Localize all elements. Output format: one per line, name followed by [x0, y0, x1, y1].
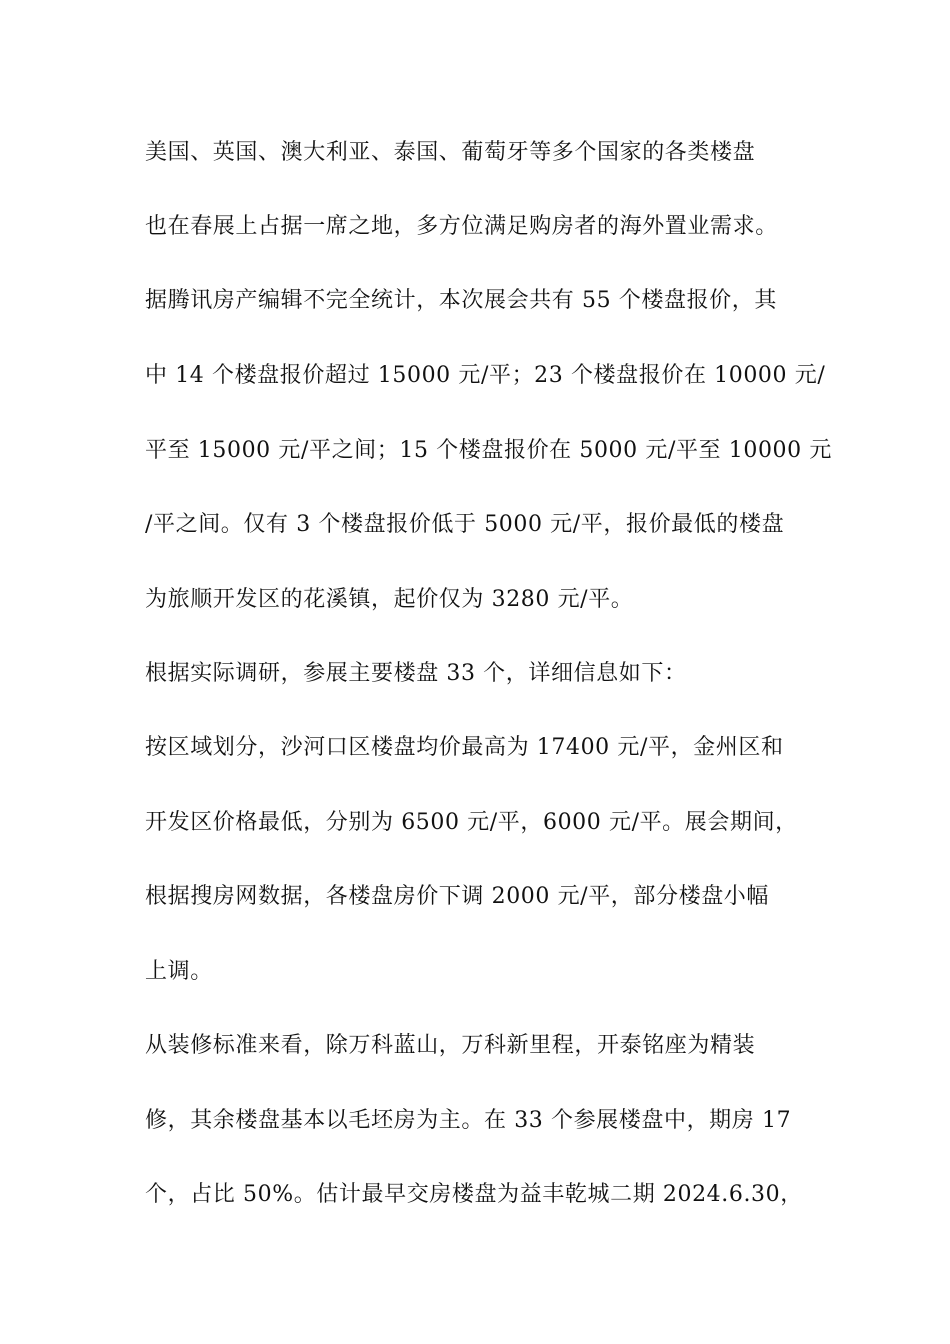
text-line: 据腾讯房产编辑不完全统计，本次展会共有 55 个楼盘报价，其	[145, 288, 777, 313]
text-line: 个，占比 50%。估计最早交房楼盘为益丰乾城二期 2024.6.30，	[145, 1182, 803, 1207]
text-line: 上调。	[145, 959, 213, 984]
text-line: 根据搜房网数据，各楼盘房价下调 2000 元/平，部分楼盘小幅	[145, 884, 769, 909]
text-line: 也在春展上占据一席之地，多方位满足购房者的海外置业需求。	[145, 214, 778, 239]
text-line: 根据实际调研，参展主要楼盘 33 个，详细信息如下：	[145, 661, 687, 686]
text-line: 从装修标准来看，除万科蓝山，万科新里程，开泰铭座为精装	[145, 1033, 756, 1058]
text-line: 按区域划分，沙河口区楼盘均价最高为 17400 元/平，金州区和	[145, 735, 784, 760]
text-line: 平至 15000 元/平之间；15 个楼盘报价在 5000 元/平至 10000 元	[145, 438, 832, 463]
text-line: 美国、英国、澳大利亚、泰国、葡萄牙等多个国家的各类楼盘	[145, 140, 756, 165]
text-line: /平之间。仅有 3 个楼盘报价低于 5000 元/平，报价最低的楼盘	[145, 512, 785, 537]
text-line: 为旅顺开发区的花溪镇，起价仅为 3280 元/平。	[145, 587, 634, 612]
text-line: 中 14 个楼盘报价超过 15000 元/平；23 个楼盘报价在 10000 元/	[145, 363, 826, 388]
text-line: 修，其余楼盘基本以毛坯房为主。在 33 个参展楼盘中，期房 17	[145, 1108, 792, 1133]
text-line: 开发区价格最低，分别为 6500 元/平，6000 元/平。展会期间，	[145, 810, 798, 835]
